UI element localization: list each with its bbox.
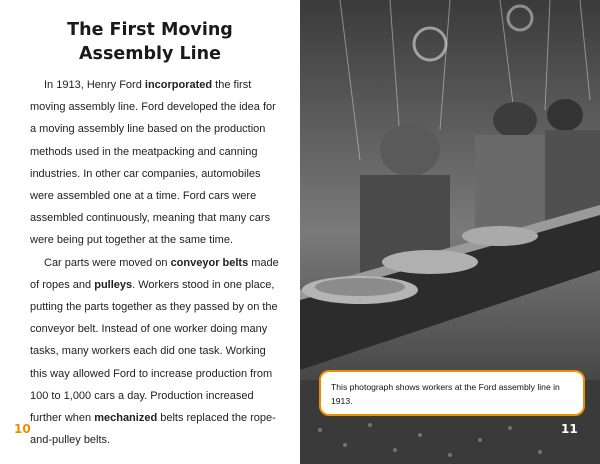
para1-text-1: In 1913, Henry Ford [44,79,145,91]
title-line-2: Assembly Line [79,44,221,64]
para2-text-3: . Workers stood in one place, putting the parts together as they passed by on the conveyor belt. Instead of one worker doing many tasks, many workers each did one task. Working this way allowed Ford to increase production from 100 to 1,000 cars a day. Production increased further when [30,278,278,425]
title-line-1: The First Moving [67,20,233,40]
glossary-term-mechanized: mechanized [94,412,158,425]
glossary-term-conveyor-belts: conveyor belts [170,256,249,269]
page-number-left: 10 [14,422,31,436]
page-title [34,18,266,66]
para1-text-2: the first moving assembly line. Ford developed the idea for a moving assembly line based on the production methods used in the meatpacking and canning industries. In other car companies, automobiles were assembled one at a time. Ford cars were assembled continuously, meaning that many cars were being put together at the same time. [30,79,276,247]
paragraph-1 [30,74,282,252]
paragraph-2 [30,252,282,452]
glossary-term-pulleys: pulleys [94,278,133,291]
para2-text-1: Car parts were moved on [44,256,171,269]
glossary-term-incorporated: incorporated [144,79,213,91]
page-number-right: 11 [561,422,578,436]
photo-caption: This photograph shows workers at the Ford assembly line in 1913. [319,370,585,416]
para2-text-2: made of ropes and [30,256,279,291]
body-text [30,74,282,451]
para2-text-4: belts replaced the rope-and-pulley belts. [30,412,276,447]
